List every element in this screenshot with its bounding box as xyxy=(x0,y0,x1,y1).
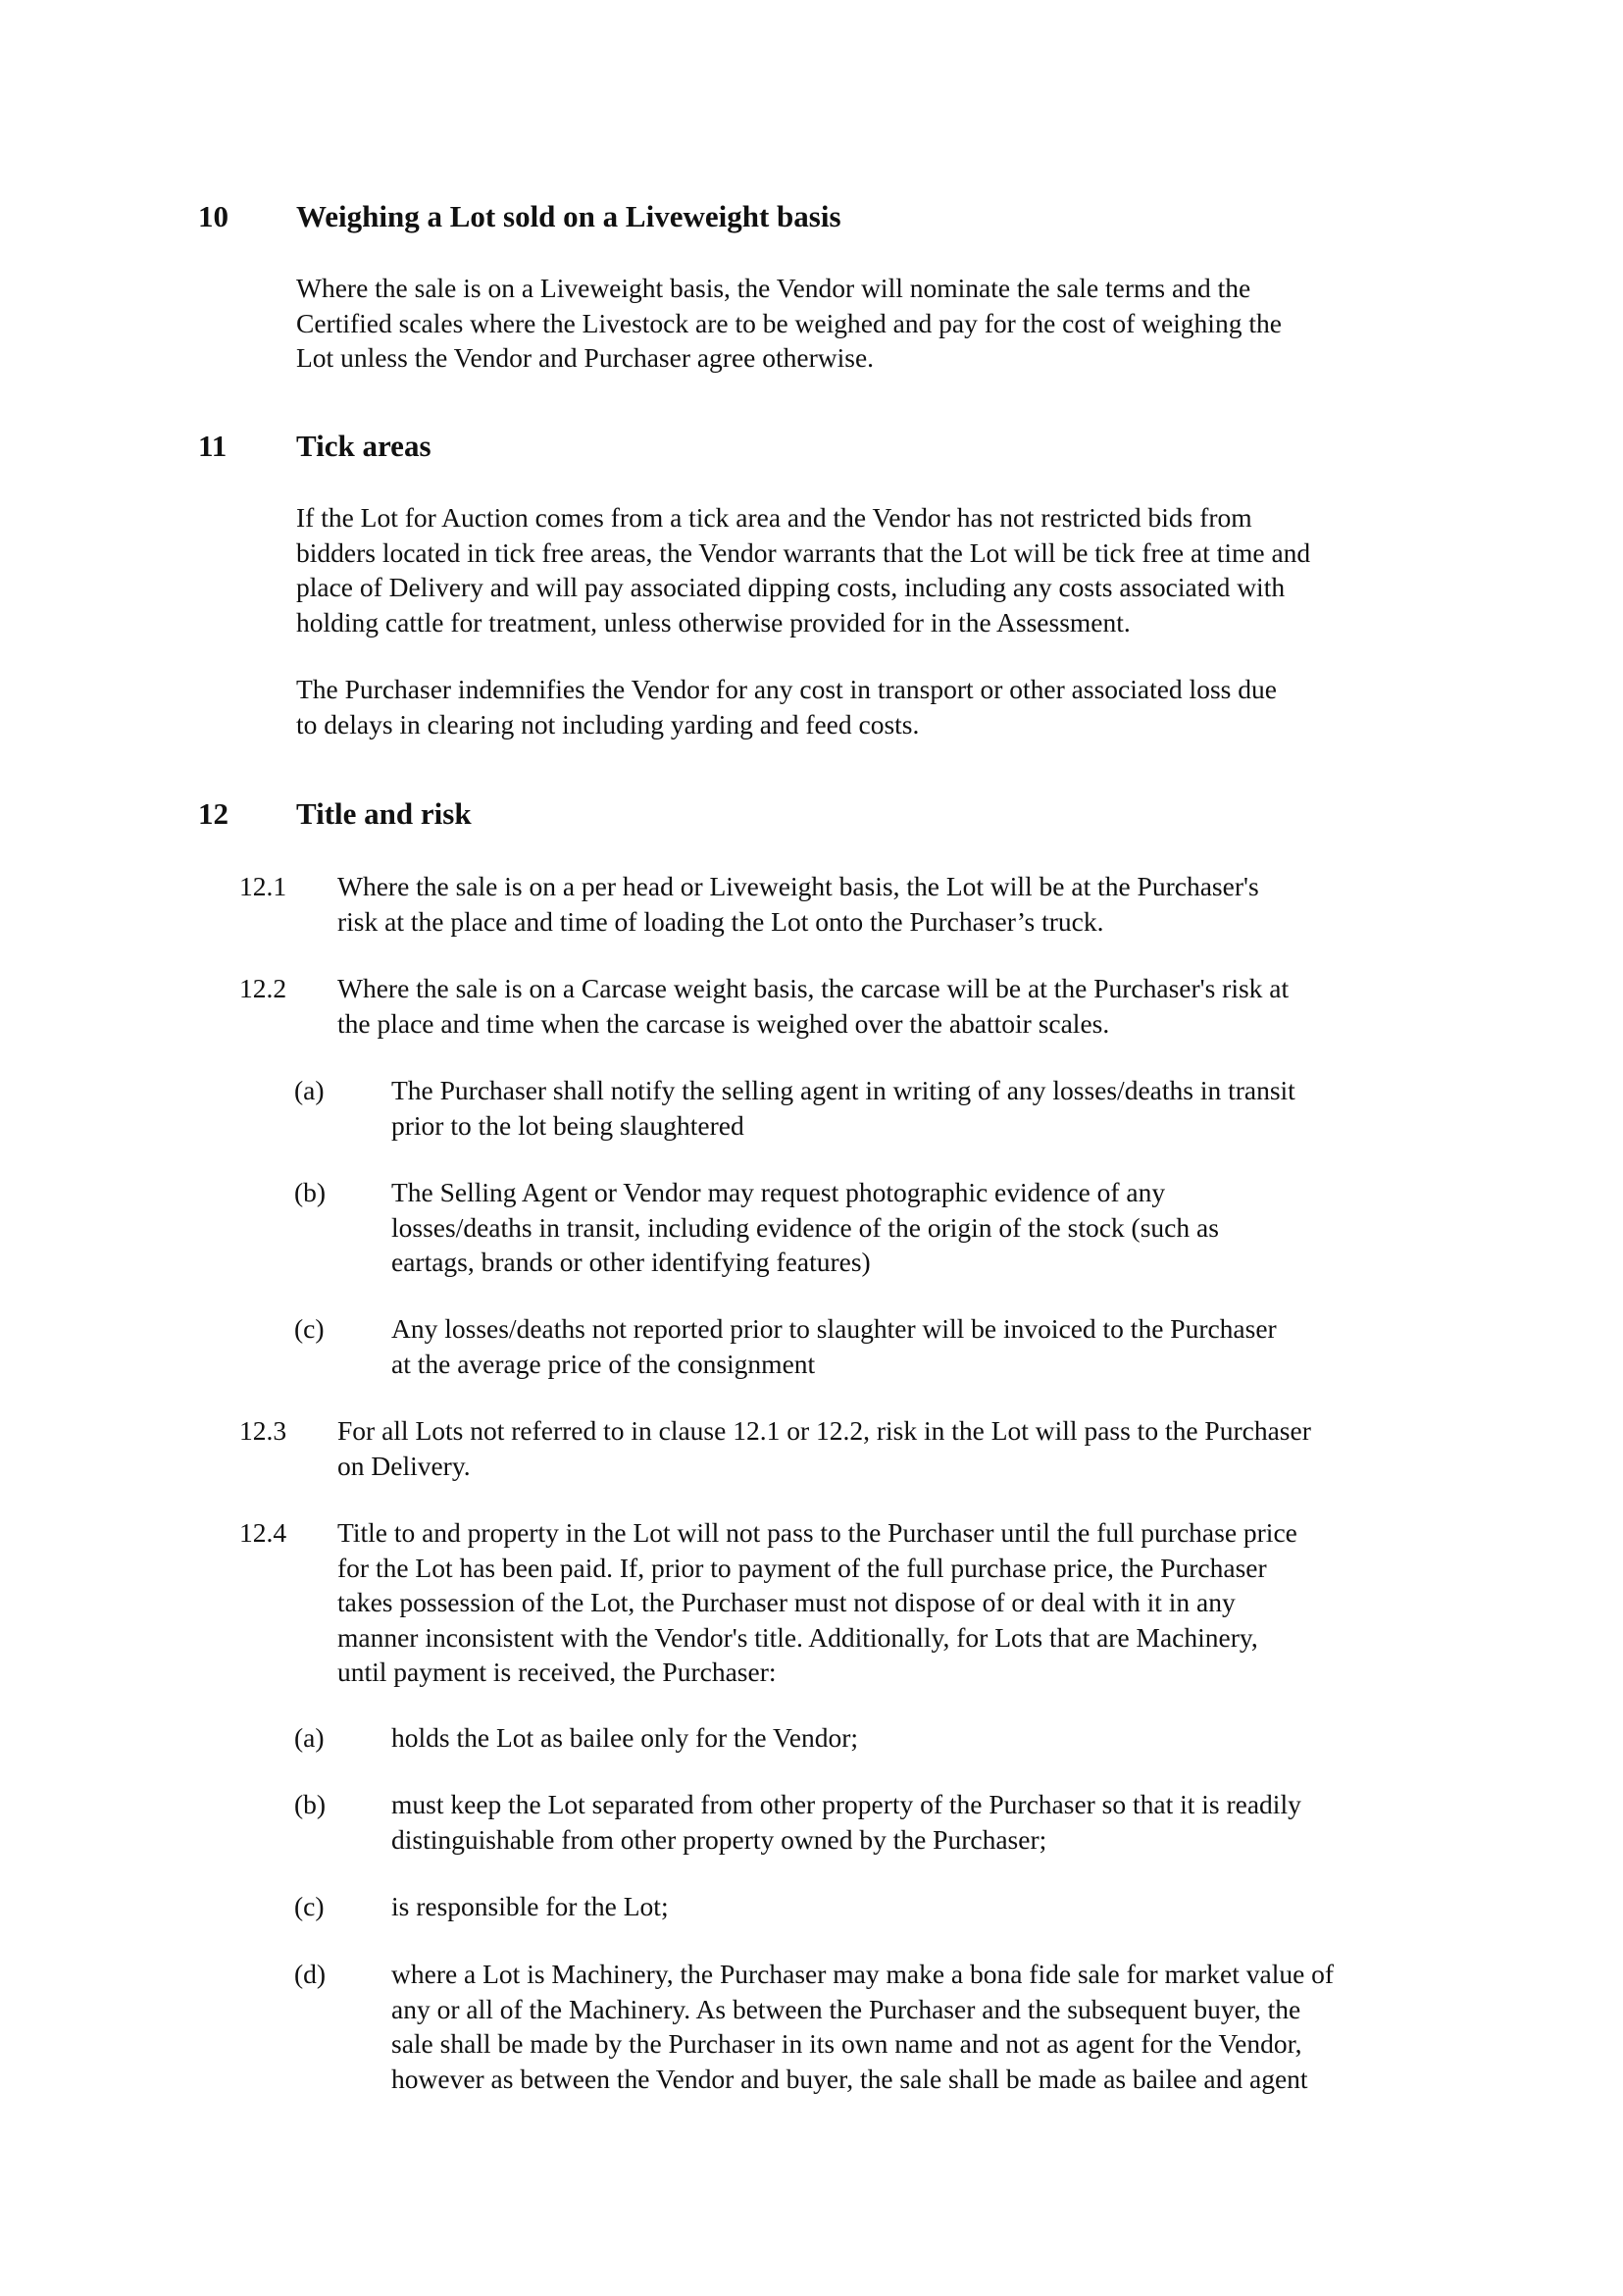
section-11-paragraph-2 xyxy=(296,672,1277,741)
clause-number: 12.1 xyxy=(239,871,287,901)
subclause-12-2-b-text xyxy=(391,1175,1219,1280)
text-line: sale shall be made by the Purchaser in its own name and not as agent for the Vendor, xyxy=(391,2028,1302,2059)
text-line: bidders located in tick free areas, the Vendor warrants that the Lot will be tick free at time and xyxy=(296,536,1311,568)
text-line: holding cattle for treatment, unless otherwise provided for in the Assessment. xyxy=(296,606,1131,638)
text-line: manner inconsistent with the Vendor's title. Additionally, for Lots that are Machinery, xyxy=(337,1621,1258,1653)
subclause-12-2-a-text xyxy=(391,1073,1295,1143)
text-line: must keep the Lot separated from other property of the Purchaser so that it is readily xyxy=(391,1789,1301,1819)
text-line: Where the sale is on a Carcase weight basis, the carcase will be at the Purchaser's risk at xyxy=(337,973,1290,1003)
text-line: The Selling Agent or Vendor may request photographic evidence of any xyxy=(391,1177,1166,1207)
clause-12-2-text xyxy=(337,971,1289,1041)
text-line: is responsible for the Lot; xyxy=(391,1891,669,1921)
clause-12-4-text xyxy=(337,1515,1297,1690)
clause-number: 12.2 xyxy=(239,973,287,1003)
section-title: Weighing a Lot sold on a Liveweight basis xyxy=(296,199,841,233)
clause-number: 12.4 xyxy=(239,1517,287,1548)
subclause-label: (c) xyxy=(294,1891,325,1921)
section-number: 10 xyxy=(198,199,228,233)
section-11-paragraph-1 xyxy=(296,500,1310,639)
text-line: eartags, brands or other identifying features) xyxy=(391,1247,871,1277)
text-line: until payment is received, the Purchaser: xyxy=(337,1657,777,1687)
clause-number: 12.3 xyxy=(239,1415,287,1446)
text-line: Lot unless the Vendor and Purchaser agree otherwise. xyxy=(296,342,875,373)
text-line: at the average price of the consignment xyxy=(391,1348,816,1379)
section-number: 11 xyxy=(198,429,228,463)
text-line: to delays in clearing not including yarding and feed costs. xyxy=(296,708,920,740)
text-line: risk at the place and time of loading the Lot onto the Purchaser’s truck. xyxy=(337,905,1104,937)
subclause-12-4-a-text xyxy=(391,1720,858,1756)
subclause-label: (d) xyxy=(294,1959,327,1989)
text-line: place of Delivery and will pay associated dipping costs, including any costs associated with xyxy=(296,572,1286,602)
text-line: If the Lot for Auction comes from a tick area and the Vendor has not restricted bids from xyxy=(296,502,1252,533)
text-line: any or all of the Machinery. As between the Purchaser and the subsequent buyer, the xyxy=(391,1993,1301,2024)
text-line: prior to the lot being slaughtered xyxy=(391,1109,744,1141)
section-number: 12 xyxy=(198,796,228,831)
text-line: the place and time when the carcase is weighed over the abattoir scales. xyxy=(337,1007,1110,1039)
text-line: Any losses/deaths not reported prior to slaughter will be invoiced to the Purchaser xyxy=(391,1313,1277,1344)
clause-12-1-text xyxy=(337,869,1259,939)
subclause-label: (a) xyxy=(294,1075,325,1105)
text-line: where a Lot is Machinery, the Purchaser may make a bona fide sale for market value of xyxy=(391,1959,1335,1989)
section-title: Title and risk xyxy=(296,796,472,831)
subclause-label: (b) xyxy=(294,1789,327,1819)
subclause-12-2-c-text xyxy=(391,1311,1277,1381)
section-title: Tick areas xyxy=(296,429,431,463)
text-line: Where the sale is on a Liveweight basis, the Vendor will nominate the sale terms and the xyxy=(296,273,1251,303)
text-line: Title to and property in the Lot will not pass to the Purchaser until the full purchase price xyxy=(337,1517,1297,1548)
text-line: on Delivery. xyxy=(337,1450,471,1481)
text-line: for the Lot has been paid. If, prior to payment of the full purchase price, the Purchaser xyxy=(337,1552,1267,1583)
text-line: For all Lots not referred to in clause 12.1 or 12.2, risk in the Lot will pass to the Purchaser xyxy=(337,1415,1311,1446)
clause-12-3-text xyxy=(337,1413,1311,1483)
subclause-12-4-d-text xyxy=(391,1957,1334,2096)
text-line: holds the Lot as bailee only for the Vendor; xyxy=(391,1722,859,1753)
text-line: losses/deaths in transit, including evidence of the origin of the stock (such as xyxy=(391,1211,1219,1243)
subclause-label: (b) xyxy=(294,1177,327,1207)
text-line: The Purchaser indemnifies the Vendor for any cost in transport or other associated loss due xyxy=(296,674,1277,704)
section-10-paragraph xyxy=(296,271,1282,376)
text-line: Where the sale is on a per head or Liveweight basis, the Lot will be at the Purchaser's xyxy=(337,871,1259,901)
text-line: takes possession of the Lot, the Purchaser must not dispose of or deal with it in any xyxy=(337,1587,1236,1617)
subclause-12-4-c-text xyxy=(391,1889,669,1924)
subclause-12-4-b-text xyxy=(391,1787,1301,1857)
text-line: Certified scales where the Livestock are to be weighed and pay for the cost of weighing the xyxy=(296,307,1282,338)
text-line: however as between the Vendor and buyer, the sale shall be made as bailee and agent xyxy=(391,2063,1308,2094)
subclause-label: (c) xyxy=(294,1313,325,1344)
text-line: The Purchaser shall notify the selling agent in writing of any losses/deaths in transit xyxy=(391,1075,1295,1105)
text-line: distinguishable from other property owned by the Purchaser; xyxy=(391,1823,1047,1855)
subclause-label: (a) xyxy=(294,1722,325,1753)
